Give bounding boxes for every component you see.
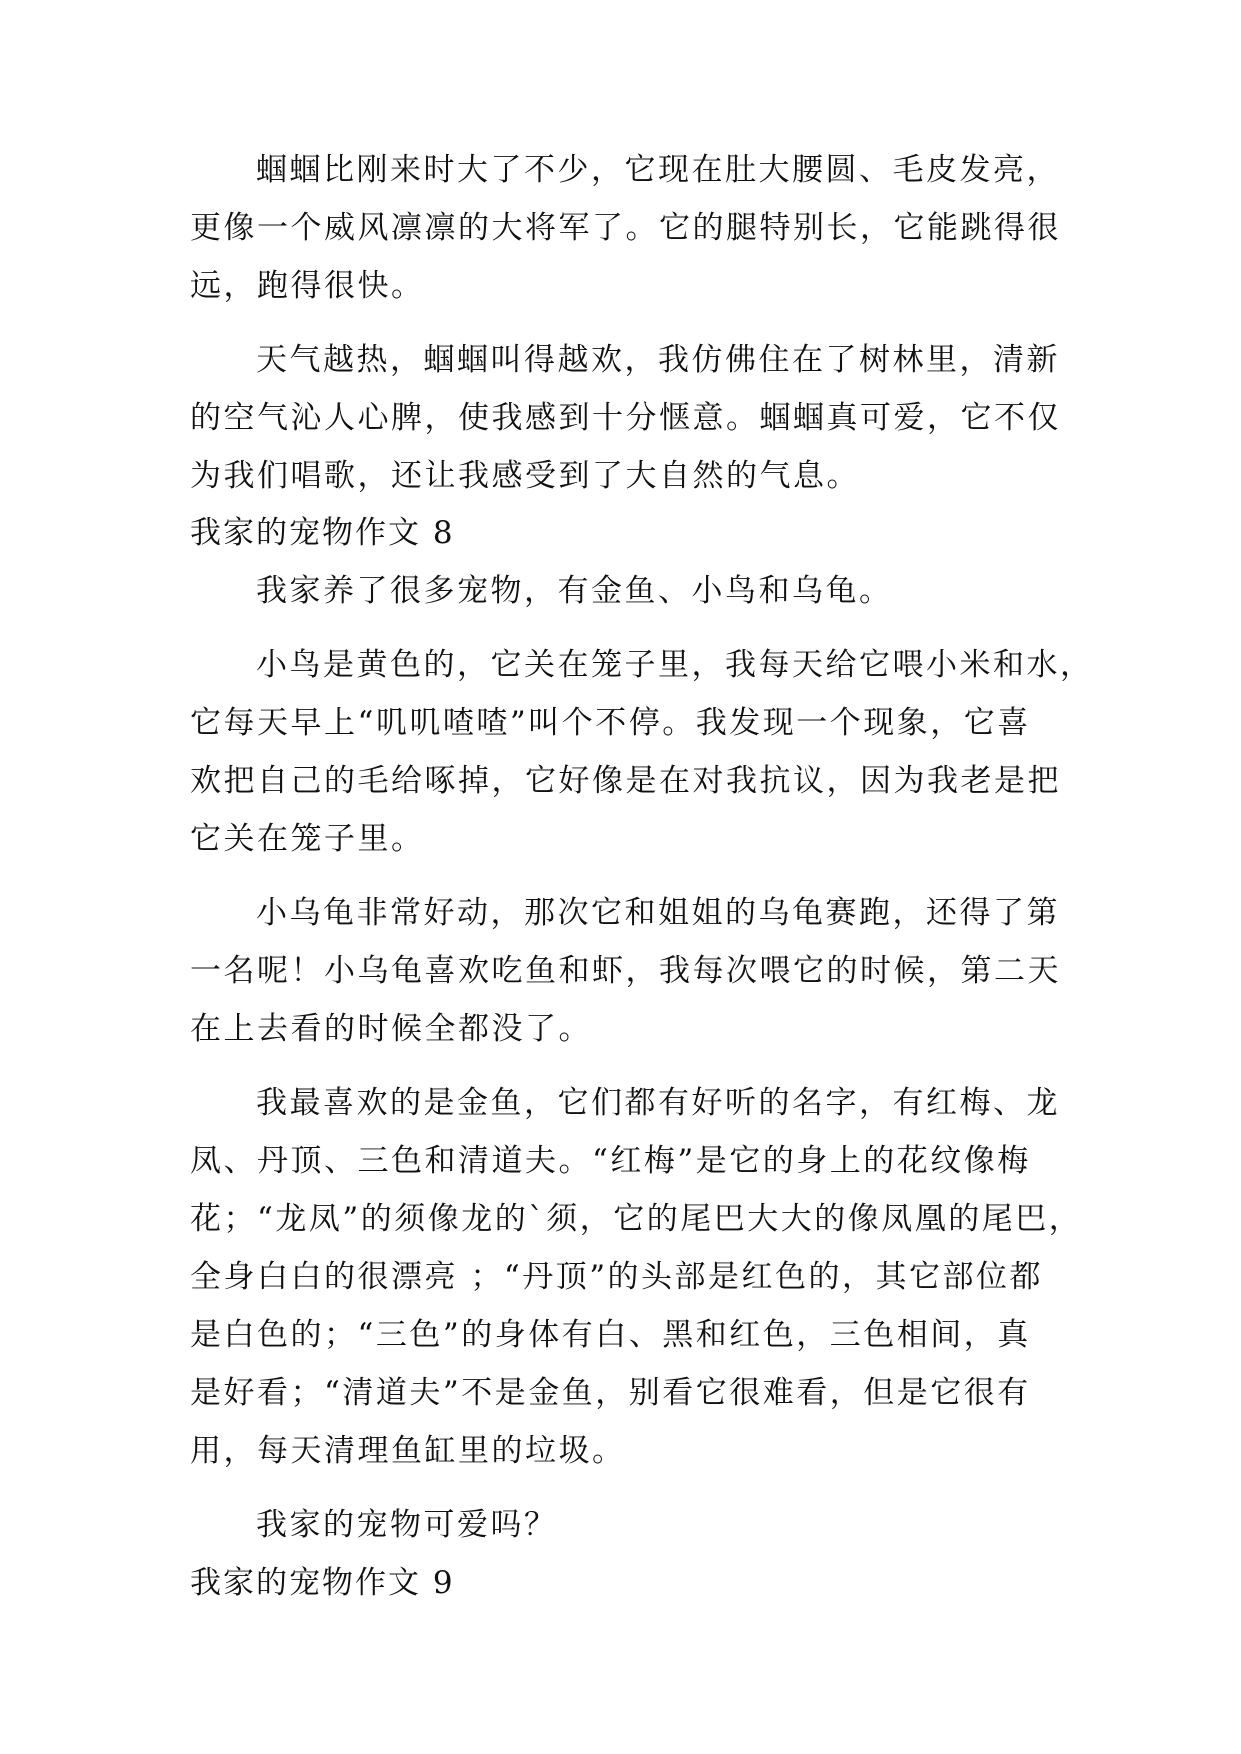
paragraph-line: 我最喜欢的是金鱼，它们都有好听的名字，有红梅、龙 (256, 1085, 1060, 1121)
section-heading: 我家的宠物作文 8 (190, 515, 455, 551)
paragraph-line: 是白色的；“三色”的身体有白、黑和红色，三色相间，真 (190, 1317, 1031, 1353)
paragraph-line: 远，跑得很快。 (190, 268, 425, 304)
paragraph-line: 蝈蝈比刚来时大了不少，它现在肚大腰圆、毛皮发亮， (256, 152, 1060, 188)
paragraph-line: 我家的宠物可爱吗？ (256, 1507, 558, 1543)
paragraph-line: 我家养了很多宠物，有金鱼、小鸟和乌龟。 (256, 573, 893, 609)
paragraph-line: 天气越热，蝈蝈叫得越欢，我仿佛住在了树林里，清新 (256, 342, 1060, 378)
paragraph-line: 凤、丹顶、三色和清道夫。“红梅”是它的身上的花纹像梅 (190, 1143, 1031, 1179)
paragraph-line: 它每天早上“叽叽喳喳”叫个不停。我发现一个现象，它喜 (190, 705, 1031, 741)
paragraph-line: 一名呢！小乌龟喜欢吃鱼和虾，我每次喂它的时候，第二天 (190, 953, 1061, 989)
paragraph-line: 为我们唱歌，还让我感受到了大自然的气息。 (190, 458, 860, 494)
paragraph-line: 全身白白的很漂亮 ；“丹顶”的头部是红色的，其它部位都 (190, 1259, 1044, 1295)
paragraph-line: 是好看；“清道夫”不是金鱼，别看它很难看，但是它很有 (190, 1375, 1031, 1411)
paragraph-line: 在上去看的时候全都没了。 (190, 1011, 592, 1047)
section-heading: 我家的宠物作文 9 (190, 1565, 455, 1601)
paragraph-line: 更像一个威风凛凛的大将军了。它的腿特别长，它能跳得很 (190, 210, 1061, 246)
paragraph-line: 用，每天清理鱼缸里的垃圾。 (190, 1433, 626, 1469)
paragraph-line: 的空气沁人心脾，使我感到十分惬意。蝈蝈真可爱，它不仅 (190, 400, 1061, 436)
paragraph-line: 它关在笼子里。 (190, 821, 425, 857)
paragraph-line: 小鸟是黄色的，它关在笼子里，我每天给它喂小米和水， (256, 647, 1094, 683)
paragraph-line: 小乌龟非常好动，那次它和姐姐的乌龟赛跑，还得了第 (256, 895, 1060, 931)
paragraph-line: 花；“龙凤”的须像龙的`须，它的尾巴大大的像凤凰的尾巴， (190, 1201, 1083, 1237)
paragraph-line: 欢把自己的毛给啄掉，它好像是在对我抗议，因为我老是把 (190, 763, 1061, 799)
